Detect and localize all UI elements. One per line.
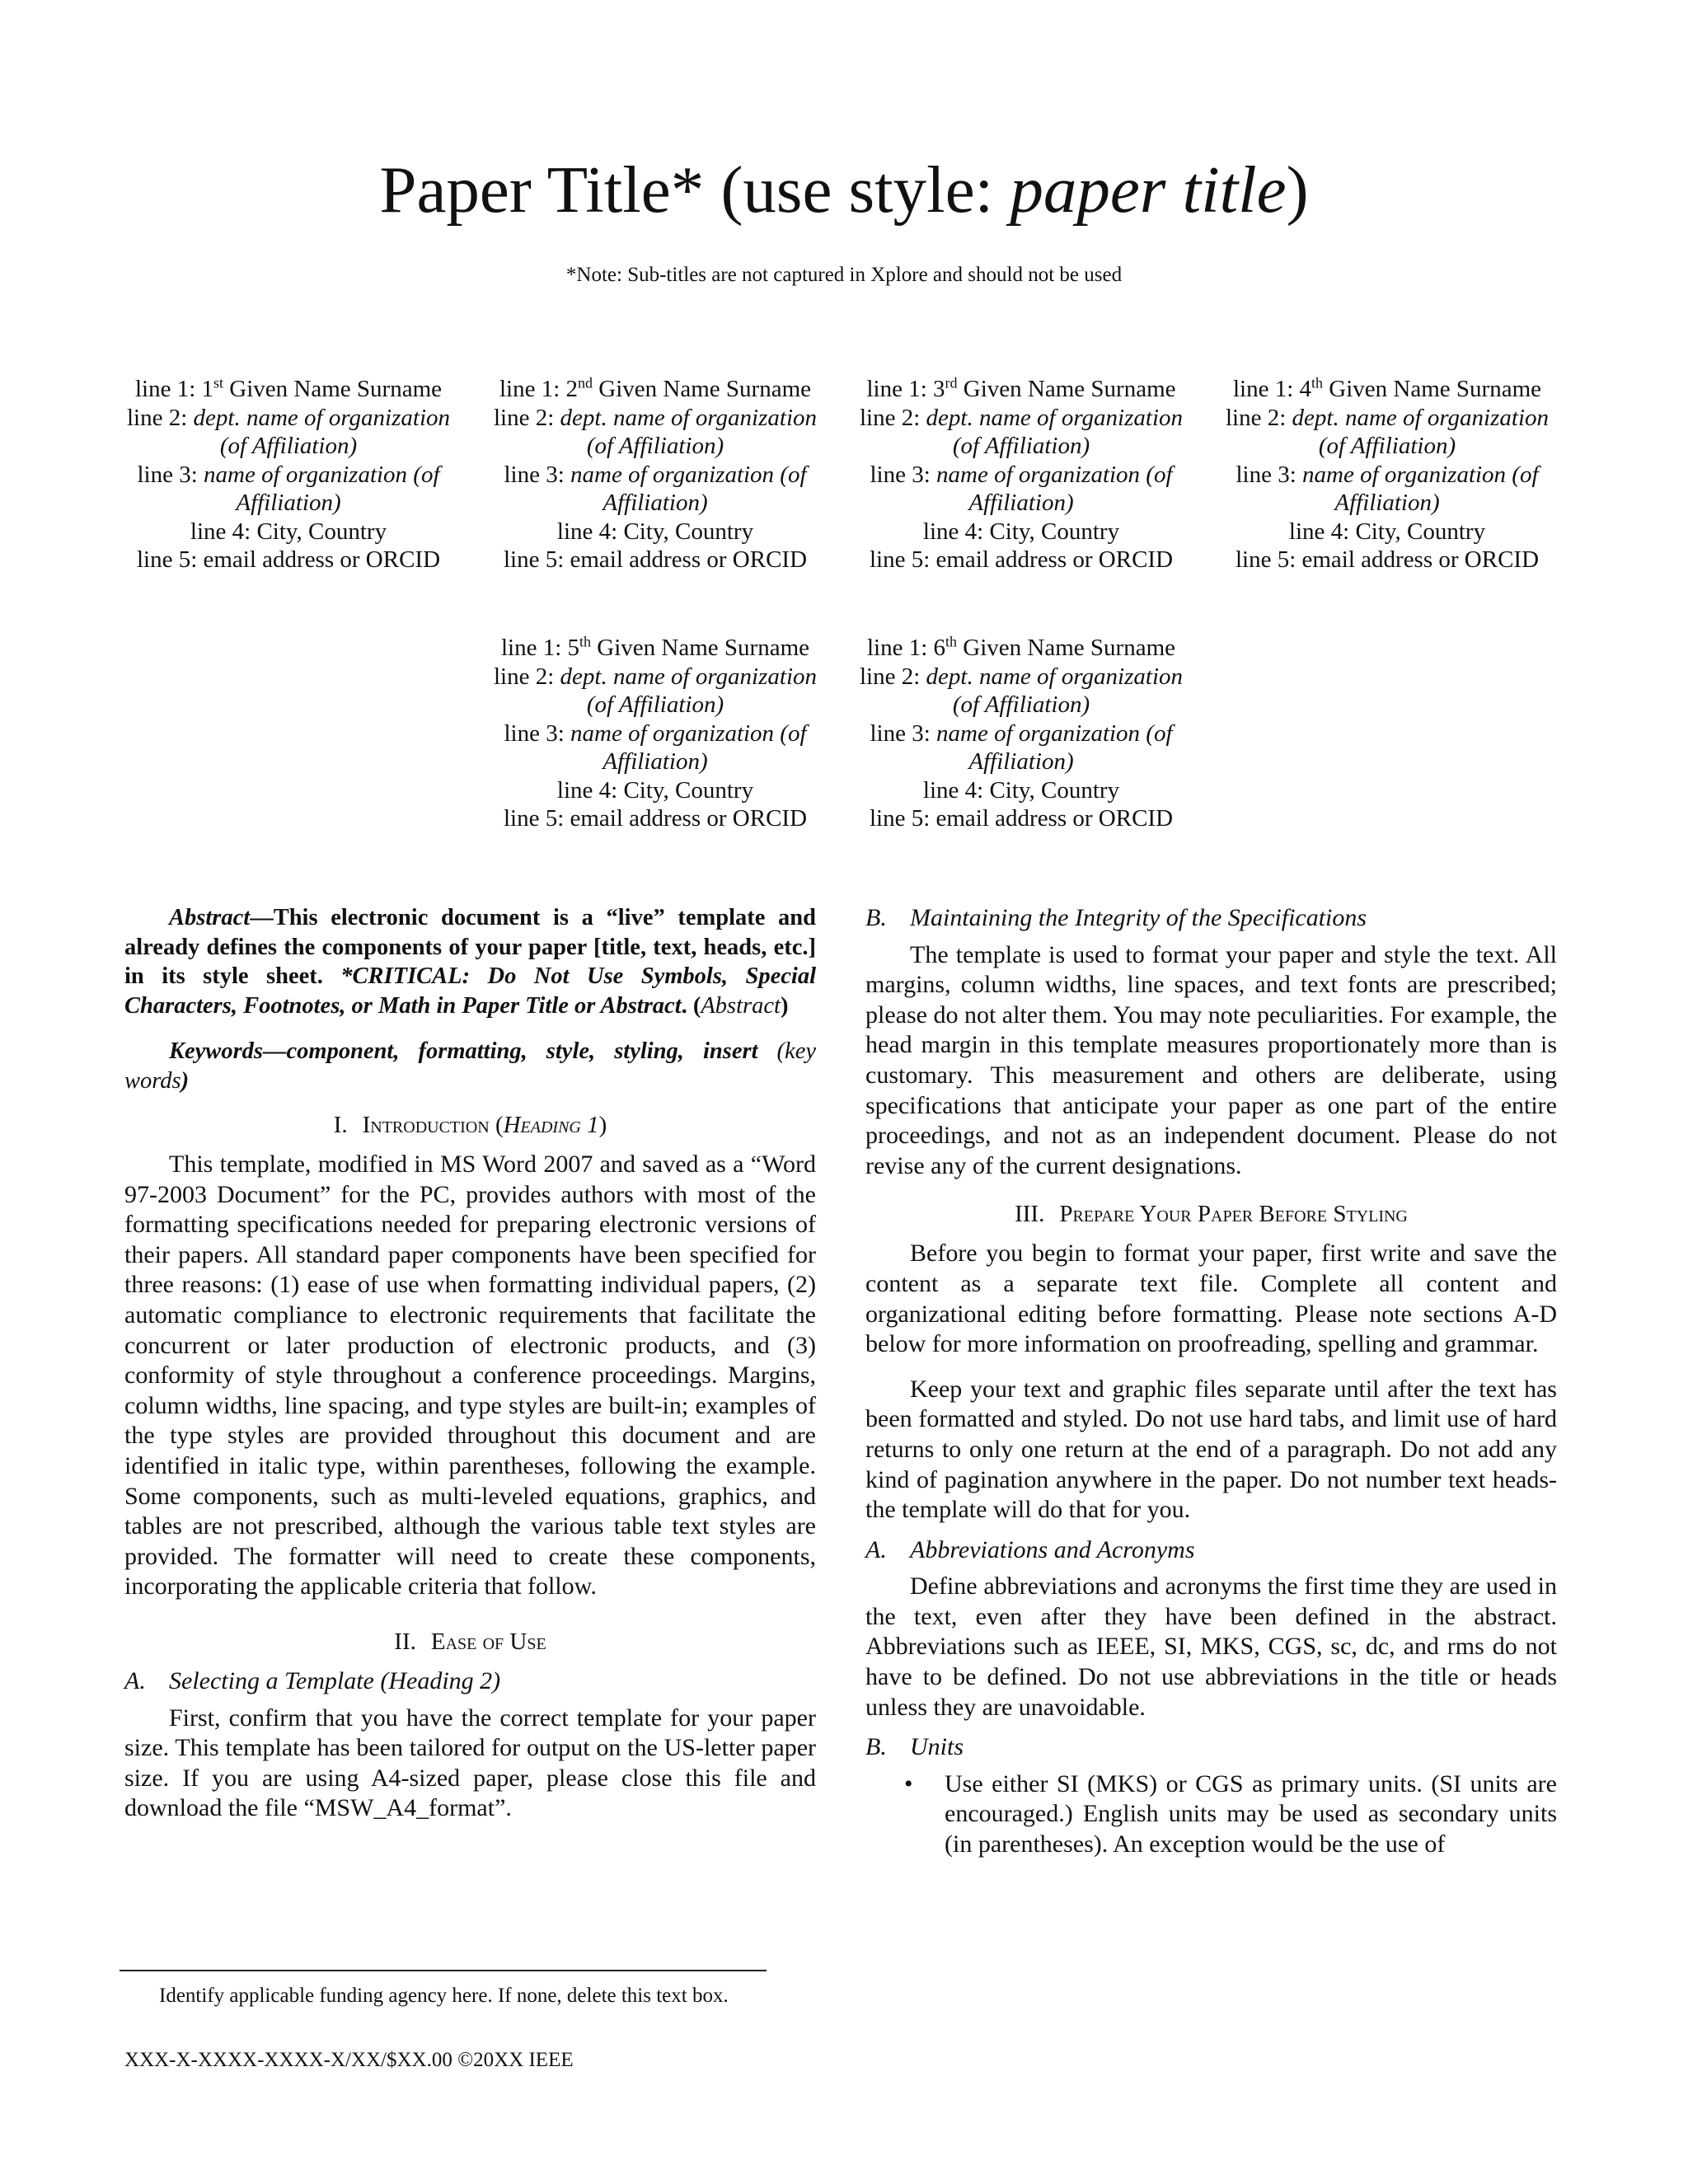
author-line-3-cont: Affiliation) xyxy=(236,490,341,516)
author-line-1: line 1: 6th Given Name Surname xyxy=(866,633,1175,661)
author-block xyxy=(478,375,832,574)
heading-selecting-template: A. Selecting a Template (Heading 2) xyxy=(124,1666,501,1694)
author-line-3: line 3: name of organization (of xyxy=(1236,461,1539,488)
author-line-3: line 3: name of organization (of xyxy=(504,461,807,488)
selecting-template-paragraph: First, confirm that you have the correct template for your paper size. This template has been tailored for output on the US-letter paper size. If you are using A4-sized paper, please close this file and download the file “MSW_A4_format”. xyxy=(124,1704,816,1822)
author-line-5: line 5: email address or ORCID xyxy=(869,546,1174,573)
right-column xyxy=(865,903,1557,1860)
author-block xyxy=(844,375,1198,574)
author-block xyxy=(844,634,1198,833)
abbreviations-paragraph: Define abbreviations and acronyms the first time they are used in the text, even after they have been defined in the abstract. Abbreviations such as IEEE, SI, MKS, CGS, sc, dc, and rms do not have to be defined. Do not use abbreviations in the title or heads unless they are unavoidable. xyxy=(865,1572,1557,1721)
author-line-5: line 5: email address or ORCID xyxy=(869,805,1174,832)
author-line-2-cont: (of Affiliation) xyxy=(1318,433,1456,459)
author-line-3-cont: Affiliation) xyxy=(968,748,1074,775)
author-line-3-cont: Affiliation) xyxy=(603,748,708,775)
author-line-1: line 1: 4th Given Name Surname xyxy=(1232,374,1541,402)
units-bullet: • Use either SI (MKS) or CGS as primary units. (SI units are encouraged.) English units may be used as secondary units (in parentheses). An exception would be the use of xyxy=(904,1769,1557,1858)
abstract: Abstract—This electronic document is a “live” template and already defines the components of your paper [title, text, heads, etc.] in its style sheet. *CRITICAL: Do Not Use Symbols, Special Characters, Footnotes, or Math in Paper Title or Abstract. (Abstract) xyxy=(124,905,816,1019)
paper-title: Paper Title* (use style: paper title) xyxy=(379,152,1309,227)
author-line-1: line 1: 3rd Given Name Surname xyxy=(866,374,1176,402)
author-line-3-cont: Affiliation) xyxy=(1334,490,1440,516)
author-line-4: line 4: City, Country xyxy=(190,518,387,545)
bullet-icon: • xyxy=(904,1769,913,1797)
author-line-2-cont: (of Affiliation) xyxy=(586,691,724,718)
keywords: Keywords—component, formatting, style, styling, insert (key words) xyxy=(124,1038,816,1094)
heading-maintaining-integrity: B. Maintaining the Integrity of the Specifications xyxy=(865,904,1367,931)
heading-prepare-paper: III. Prepare Your Paper Before Styling xyxy=(1015,1201,1408,1228)
heading-ease-of-use: II. Ease of Use xyxy=(394,1628,546,1655)
author-line-2-cont: (of Affiliation) xyxy=(586,433,724,459)
author-line-5: line 5: email address or ORCID xyxy=(1235,546,1540,573)
author-line-5: line 5: email address or ORCID xyxy=(503,805,808,832)
author-line-2: line 2: dept. name of organization xyxy=(126,404,450,431)
author-line-2-cont: (of Affiliation) xyxy=(952,433,1090,459)
subtitle-note: *Note: Sub-titles are not captured in Xplore and should not be used xyxy=(565,264,1123,286)
author-line-3: line 3: name of organization (of xyxy=(504,719,807,747)
author-line-3: line 3: name of organization (of xyxy=(870,719,1173,747)
author-line-3: line 3: name of organization (of xyxy=(870,461,1173,488)
copyright-line: XXX-X-XXXX-XXXX-X/XX/$XX.00 ©20XX IEEE xyxy=(124,2049,574,2071)
author-line-2: line 2: dept. name of organization xyxy=(859,663,1183,690)
author-block xyxy=(1210,375,1564,574)
heading-units: B. Units xyxy=(865,1733,964,1761)
author-line-4: line 4: City, Country xyxy=(556,776,754,804)
intro-paragraph: This template, modified in MS Word 2007 and saved as a “Word 97-2003 Document” for the PC, provides authors with most of the formatting specifications needed for preparing electronic versions of their papers. All standard paper components have been specified for three reasons: (1) ease of use when formatting individual papers, (2) automatic compliance to electronic requirements that facilitate the concurrent or later production of electronic products, and (3) conformity of style throughout a conference proceedings. Margins, column widths, line spacing, and type styles are built-in; examples of the type styles are provided throughout this document and are identified in italic type, within parentheses, following the example. Some components, such as multi-leveled equations, graphics, and tables are not prescribed, although the various table text styles are provided. The formatter will need to create these components, incorporating the applicable criteria that follow. xyxy=(124,1151,816,1601)
author-line-3: line 3: name of organization (of xyxy=(137,461,440,488)
author-line-2-cont: (of Affiliation) xyxy=(952,691,1090,718)
author-line-2: line 2: dept. name of organization xyxy=(1225,404,1549,431)
author-block xyxy=(111,375,466,574)
author-line-4: line 4: City, Country xyxy=(922,518,1120,545)
author-line-1: line 1: 5th Given Name Surname xyxy=(500,633,809,661)
funding-footnote: Identify applicable funding agency here. If none, delete this text box. xyxy=(159,1985,729,2007)
author-line-5: line 5: email address or ORCID xyxy=(503,546,808,573)
author-block xyxy=(478,634,832,833)
author-line-2: line 2: dept. name of organization xyxy=(859,404,1183,431)
prepare-paragraph-1: Before you begin to format your paper, first write and save the content as a separate text file. Complete all content and organizational editing before formatting. Please note sections A-D below for more information on proofreading, spelling and grammar. xyxy=(865,1240,1557,1358)
author-line-1: line 1: 1st Given Name Surname xyxy=(134,374,442,402)
footnote-divider xyxy=(120,1970,767,1971)
author-line-4: line 4: City, Country xyxy=(1288,518,1486,545)
heading-abbreviations: A. Abbreviations and Acronyms xyxy=(865,1535,1195,1563)
integrity-paragraph: The template is used to format your paper and style the text. All margins, column widths, line spaces, and text fonts are prescribed; please do not alter them. You may note peculiarities. For example, the head margin in this template measures proportionately more than is customary. This measurement and others are deliberate, using specifications that anticipate your paper as one part of the entire proceedings, and not as an independent document. Please do not revise any of the current designations. xyxy=(865,940,1557,1179)
author-line-4: line 4: City, Country xyxy=(922,776,1120,804)
author-line-2: line 2: dept. name of organization xyxy=(493,663,817,690)
author-line-5: line 5: email address or ORCID xyxy=(136,546,441,573)
author-line-2: line 2: dept. name of organization xyxy=(493,404,817,431)
author-line-1: line 1: 2nd Given Name Surname xyxy=(499,374,811,402)
left-column xyxy=(124,903,816,1824)
prepare-paragraph-2: Keep your text and graphic files separate until after the text has been formatted and styled. Do not use hard tabs, and limit use of hard returns to only one return at the end of a paragraph. Do not add any kind of pagination anywhere in the paper. Do not number text heads-the template will do that for you. xyxy=(865,1375,1557,1524)
author-line-4: line 4: City, Country xyxy=(556,518,754,545)
author-line-3-cont: Affiliation) xyxy=(968,490,1074,516)
author-line-3-cont: Affiliation) xyxy=(603,490,708,516)
author-line-2-cont: (of Affiliation) xyxy=(219,433,358,459)
heading-introduction: I. Introduction (Heading 1) xyxy=(333,1112,607,1138)
